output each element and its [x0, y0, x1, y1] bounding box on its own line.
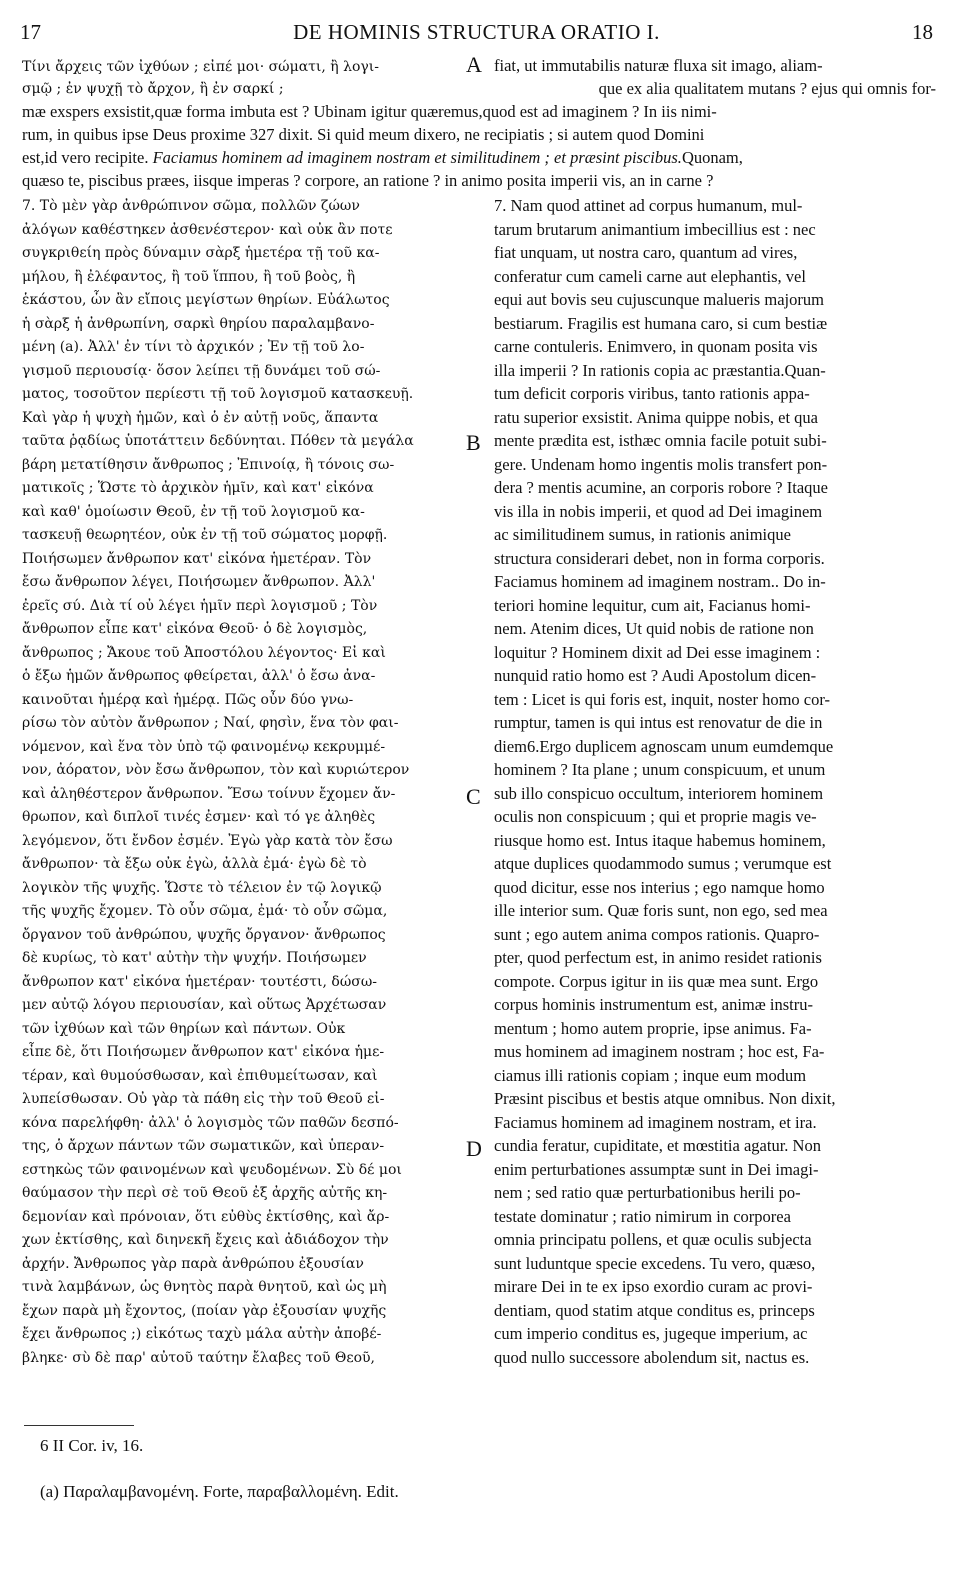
footnote-reference: 6 II Cor. iv, 16.: [40, 1436, 144, 1455]
intro-greek-line: Τίνι ἄρχεις τῶν ἰχθύων ; εἰπέ μοι· σώματι, ἢ λογι-: [22, 59, 380, 75]
margin-marker-a: A: [466, 52, 482, 77]
latin-line: nem ; sed ratio quæ perturbationibus herili po-: [494, 1183, 801, 1202]
greek-line: ὄργανον τοῦ ἀνθρώπου, ψυχῆς ὄργανον· ἄνθρωπος: [22, 926, 386, 943]
latin-line: tarum brutarum animantium imbecillius est : nec: [494, 219, 816, 239]
intro-line: mæ exspers exsistit,quæ forma imbuta est ? Ubinam igitur quæremus,quod est ad imaginem ? In iis nimi-: [22, 102, 717, 121]
latin-line: nem. Atenim dices, Ut quid nobis de ratione non: [494, 619, 814, 638]
latin-line: pter, quod perfectum est, in animo residet rationis: [494, 948, 822, 967]
greek-line: χων ἐκτίσθης, καὶ διηνεκῆ ἔχεις καὶ ἀδιάδοχον τὴν: [22, 1232, 389, 1248]
latin-line: dentiam, quod statim atque conditus es, princeps: [494, 1300, 815, 1320]
latin-line: ciamus illi rationis copiam ; inque eum modum: [494, 1065, 807, 1085]
greek-line: ἐρεῖς σύ. Διὰ τί οὐ λέγει ἡμῖν περὶ λογισμοῦ ; Τὸν: [22, 597, 378, 614]
latin-line: mirare Dei in te ex ipso exordio curam ac provi-: [494, 1277, 813, 1296]
intro-latin-line: fiat, ut immutabilis naturæ fluxa sit imago, aliam-: [494, 56, 823, 75]
intro-line: [22, 147, 937, 169]
latin-line: enim perturbationes assumptæ sunt in Dei imagi-: [494, 1159, 819, 1179]
latin-line: loquitur ? Hominem dixit ad Dei esse imaginem :: [494, 642, 821, 662]
latin-line: Faciamus hominem ad imaginem nostram, et ira.: [494, 1112, 817, 1132]
greek-line: κόνα παρελήφθη· ἀλλ' ὁ λογισμὸς τῶν παθῶν δεσπό-: [22, 1114, 399, 1131]
latin-line: tum deficit corporis viribus, tanto rationis appa-: [494, 384, 810, 403]
latin-line: omnia principatu pollens, et quæ oculis subjecta: [494, 1230, 812, 1249]
greek-line: βάρη μετατίθησιν ἄνθρωπος ; Ἐπινοίᾳ, ἢ τόνοις σω-: [22, 456, 395, 473]
greek-line: ἑκάστου, ὧν ἂν εἴποις μεγίστων θηρίων. Εὐάλωτος: [22, 292, 390, 308]
latin-line: fiat unquam, ut nostra caro, quantum ad vires,: [494, 243, 798, 262]
latin-line: 7. Nam quod attinet ad corpus humanum, mul-: [494, 196, 803, 215]
latin-line: nunquid ratio homo est ? Audi Apostolum dicen-: [494, 666, 817, 685]
latin-line: quod nullo successore abolendum sit, nactus es.: [494, 1347, 810, 1367]
latin-line: sub illo conspicuo occultum, interiorem hominem: [494, 783, 824, 803]
latin-line: illa imperii ? In rationis copia ac præstantia.Quan-: [494, 360, 826, 380]
latin-line: compote. Corpus igitur in iis quæ mea sunt. Ergo: [494, 971, 819, 991]
intro-greek-line: σμῷ ; ἐν ψυχῇ τὸ ἄρχον, ἢ ἐν σαρκί ;: [22, 81, 284, 97]
intro-quote: Faciamus hominem ad imaginem nostram et similitudinem ; et præsint piscibus.: [152, 148, 682, 167]
greek-line: καινοῦται ἡμέρᾳ καὶ ἡμέρᾳ. Πῶς οὖν δύο γνω-: [22, 691, 354, 708]
greek-line: Ποιήσωμεν ἄνθρωπον κατ' εἰκόνα ἡμετέραν. Τὸν: [22, 550, 372, 567]
greek-line: συγκριθείη πρὸς δύναμιν σὰρξ ἡμετέρα τῇ τοῦ κα-: [22, 245, 380, 261]
latin-line: ac similitudinem sumus, in rationis animique: [494, 525, 791, 544]
latin-line: Præsint piscibus et bestis atque omnibus. Non dixit,: [494, 1089, 836, 1108]
greek-line: ἄνθρωπος ; Ἄκουε τοῦ Ἀποστόλου λέγοντος· Εἰ καὶ: [22, 644, 386, 661]
latin-line: atque duplices quodammodo sumus ; verumque est: [494, 854, 832, 873]
greek-line: μεν αὐτῷ λόγου περιουσίαν, καὶ οὕτως Ἀρχέτωσαν: [22, 997, 387, 1013]
latin-line: ille interior sum. Quæ foris sunt, non ego, sed mea: [494, 901, 828, 920]
greek-line: ἀρχήν. Ἄνθρωπος γὰρ παρὰ ἀνθρώπου ἐξουσίαν: [22, 1255, 364, 1272]
greek-line: ἄνθρωπον κατ' εἰκόνα ἡμετέραν· τουτέστι, δώσω-: [22, 973, 377, 990]
greek-line: ἔχει ἄνθρωπος ;) εἰκότως ταχὺ μάλα αὐτὴν ἀποβέ-: [22, 1326, 382, 1342]
greek-line: ὁ ἔξω ἡμῶν ἄνθρωπος φθείρεται, ἀλλ' ὁ ἔσω ἀνα-: [22, 668, 376, 684]
latin-line: carne contuleris. Enimvero, in quonam posita vis: [494, 337, 818, 356]
margin-marker-b: B: [466, 430, 481, 455]
margin-marker-d: D: [466, 1136, 482, 1161]
greek-line: Καὶ γὰρ ἡ ψυχὴ ἡμῶν, καὶ ὁ ἐν αὐτῇ νοῦς, ἅπαντα: [22, 409, 379, 426]
latin-line: sunt ; ego autem anima compos rationis. Quapro-: [494, 924, 820, 944]
greek-line: δὲ κυρίως, τὸ κατ' αὐτὴν τὴν ψυχήν. Ποιήσωμεν: [22, 950, 367, 966]
latin-line: corpus hominis instrumentum est, animæ instru-: [494, 995, 813, 1014]
greek-line: ταῦτα ῥᾳδίως ὑποτάττειν δεδύνηται. Πόθεν τὰ μεγάλα: [22, 433, 414, 449]
greek-line: ἡ σὰρξ ἡ ἀνθρωπίνη, σαρκὶ θηρίου παραλαμβανο-: [22, 315, 375, 332]
greek-line: λογικὸν τῆς ψυχῆς. Ὥστε τὸ τέλειον ἐν τῷ λογικῷ: [22, 879, 382, 896]
margin-marker-c: C: [466, 784, 481, 809]
latin-line: cundia feratur, cupiditate, et mœstitia agatur. Non: [494, 1136, 821, 1155]
greek-line: γισμοῦ περιουσίᾳ· ὅσον λείπει τῇ δυνάμει τοῦ σώ-: [22, 362, 381, 379]
latin-line: structura considerari debet, non in forma corporis.: [494, 548, 825, 568]
latin-line: dera ? mentis acumine, an corporis robore ? Itaque: [494, 478, 828, 497]
latin-line: quod dicitur, esse nos interius ; ego namque homo: [494, 877, 825, 897]
greek-line: τῆς ψυχῆς ἔχομεν. Τὸ οὖν σῶμα, ἐμά· τὸ οὖν σῶμα,: [22, 903, 388, 919]
greek-line: μήλου, ἢ ἐλέφαντος, ἢ τοῦ ἵππου, ἢ τοῦ βοὸς, ἢ: [22, 268, 356, 285]
greek-line: ρίσω τὸν αὐτὸν ἄνθρωπον ; Ναί, φησὶν, ἕνα τὸν φαι-: [22, 715, 399, 731]
greek-line: νον, ἀόρατον, νὸν ἔσω ἄνθρωπον, τὸν καὶ κυριώτερον: [22, 762, 410, 778]
latin-line: oculis non conspicuum ; qui et proprie magis ve-: [494, 807, 817, 826]
latin-line: ratu superior exsistit. Anima quippe nobis, et qua: [494, 407, 818, 427]
greek-line: 7. Τὸ μὲν γὰρ ἀνθρώπινον σῶμα, πολλῶν ζώων: [22, 198, 360, 214]
greek-line: ἄνθρωπον· τὰ ἔξω οὐκ ἐγὼ, ἀλλὰ ἐμά· ἐγὼ δὲ τὸ: [22, 856, 367, 872]
greek-line: θαύμασον τὴν περὶ σὲ τοῦ Θεοῦ ἐξ ἀρχῆς αὐτῆς κη-: [22, 1185, 388, 1201]
greek-line: μένη (a). Ἀλλ' ἐν τίνι τὸ ἀρχικόν ; Ἐν τῇ τοῦ λο-: [22, 339, 365, 355]
latin-line: testate dominatur ; ratio nimirum in corporea: [494, 1206, 791, 1226]
greek-line: ἀλόγων καθέστηκεν ἀσθενέστερον· καὶ οὐκ ἂν ποτε: [22, 221, 393, 238]
latin-line: conferatur cum cameli carne aut elephantis, vel: [494, 266, 806, 286]
greek-line: καὶ ἀληθέστερον ἄνθρωπον. Ἔσω τοίνυν ἔχομεν ἄν-: [22, 785, 396, 802]
page-number-left: 17: [20, 20, 41, 44]
latin-line: mentum ; homo autem proprie, ipse animus. Fa-: [494, 1018, 812, 1038]
latin-line: gere. Undenam homo ingentis molis transfert pon-: [494, 454, 828, 474]
latin-line: teriori homine lequitur, cum ait, Facianus homi-: [494, 595, 811, 615]
greek-line: θρωπον, καὶ διπλοῖ τινές ἐσμεν· καὶ τό γε ἀληθὲς: [22, 809, 376, 825]
latin-line: equi aut bovis seu cujuscunque malueris majorum: [494, 290, 824, 309]
running-header: [20, 20, 933, 46]
running-title: DE HOMINIS STRUCTURA ORATIO I.: [293, 20, 660, 44]
latin-line: sunt luduntque specie excedens. Tu vero, quæso,: [494, 1253, 816, 1273]
latin-line: hominem ? Ita plane ; unum conspicuum, et unum: [494, 760, 826, 779]
greek-line: τινὰ λαμβάνων, ὡς θνητὸς παρὰ θνητοῦ, καὶ ὡς μὴ: [22, 1279, 387, 1295]
footnote-rule: [24, 1425, 134, 1426]
greek-line: καὶ καθ' ὁμοίωσιν Θεοῦ, ἐν τῇ τοῦ λογισμοῦ κα-: [22, 503, 365, 520]
greek-line: ἔχων παρὰ μὴ ἔχοντος, (ποίαν γὰρ ἐξουσίαν ψυχῆς: [22, 1302, 387, 1319]
latin-line: mus hominem ad imaginem nostram ; hoc est, Fa-: [494, 1042, 825, 1061]
greek-line: τῶν ἰχθύων καὶ τῶν θηρίων καὶ πάντων. Οὐκ: [22, 1020, 346, 1037]
greek-line: εστηκὼς τῶν φαινομένων καὶ ψευδομένων. Σὺ δέ μοι: [22, 1161, 402, 1178]
intro-line: quæso te, piscibus præes, iisque imperas ? corpore, an ratione ? in animo posita imperii vis, an in carne ?: [22, 171, 714, 190]
greek-line: εἶπε δὲ, ὅτι Ποιήσωμεν ἄνθρωπον κατ' εἰκόνα ἡμε-: [22, 1044, 385, 1060]
greek-line: λυπείσθωσαν. Οὐ γὰρ τὰ πάθη εἰς τὴν τοῦ Θεοῦ εἰ-: [22, 1091, 385, 1107]
greek-line: ἄνθρωπον εἶπε κατ' εἰκόνα Θεοῦ· ὁ δὲ λογισμὸς,: [22, 621, 368, 637]
greek-line: ματος, τοσοῦτον περίεστι τῇ τοῦ λογισμοῦ κατασκευῇ.: [22, 386, 414, 402]
greek-line: τασκευῇ θεωρητέον, οὐκ ἐν τῇ τοῦ σώματος μορφῇ.: [22, 527, 388, 543]
latin-line: riusque homo est. Intus itaque habemus hominem,: [494, 830, 826, 850]
latin-line: mente prædita est, isthæc omnia facile potuit subi-: [494, 431, 827, 450]
latin-line: tem : Licet is qui foris est, inquit, noster homo cor-: [494, 689, 831, 709]
greek-line: της, ὁ ἄρχων πάντων τῶν σωματικῶν, καὶ ὑπεραν-: [22, 1138, 385, 1154]
intro-latin-line: que ex alia qualitatem mutans ? ejus qui omnis for-: [598, 79, 936, 98]
greek-line: νόμενον, καὶ ἕνα τὸν ὑπὸ τῷ φαινομένῳ κεκρυμμέ-: [22, 738, 386, 755]
greek-line: βληκε· σὺ δὲ παρ' αὐτοῦ ταύτην ἔλαβες τοῦ Θεοῦ,: [22, 1349, 375, 1366]
greek-line: τέραν, καὶ θυμούσθωσαν, καὶ ἐπιθυμείτωσαν, καὶ: [22, 1067, 378, 1084]
greek-line: λεγόμενον, ὅτι ἔνδον ἐσμέν. Ἐγὼ γὰρ κατὰ τὸν ἔσω: [22, 832, 393, 849]
latin-line: cum imperio conditus es, jugeque imperium, ac: [494, 1324, 808, 1343]
greek-line: ματικοῖς ; Ὥστε τὸ ἀρχικὸν ἡμῖν, καὶ κατ' εἰκόνα: [22, 480, 374, 496]
intro-line: rum, in quibus ipse Deus proxime 327 dixit. Si quid meum dixero, ne recipiatis ; si autem quod Domini: [22, 125, 705, 144]
intro-text: Quonam,: [681, 148, 743, 167]
footnote-editor: (a) Παραλαμβανομένη. Forte, παραβαλλομένη. Edit.: [40, 1482, 399, 1501]
latin-line: Faciamus hominem ad imaginem nostram.. Do in-: [494, 572, 826, 591]
greek-line: δεμονίαν καὶ πρόνοιαν, ὅτι εὐθὺς ἐκτίσθης, καὶ ἄρ-: [22, 1208, 390, 1225]
intro-text: est,id vero recipite.: [22, 148, 149, 167]
page-number-right: 18: [912, 20, 933, 44]
latin-line: vis illa in nobis imperii, et quod ad Dei imaginem: [494, 501, 823, 521]
latin-line: diem6.Ergo duplicem agnoscam unum eumdemque: [494, 736, 834, 756]
greek-line: ἔσω ἄνθρωπον λέγει, Ποιήσωμεν ἄνθρωπον. Ἀλλ': [22, 574, 376, 590]
latin-line: bestiarum. Fragilis est humana caro, si cum bestiæ: [494, 313, 828, 333]
latin-line: rumptur, tamen is qui intus est renovatur de die in: [494, 713, 823, 732]
